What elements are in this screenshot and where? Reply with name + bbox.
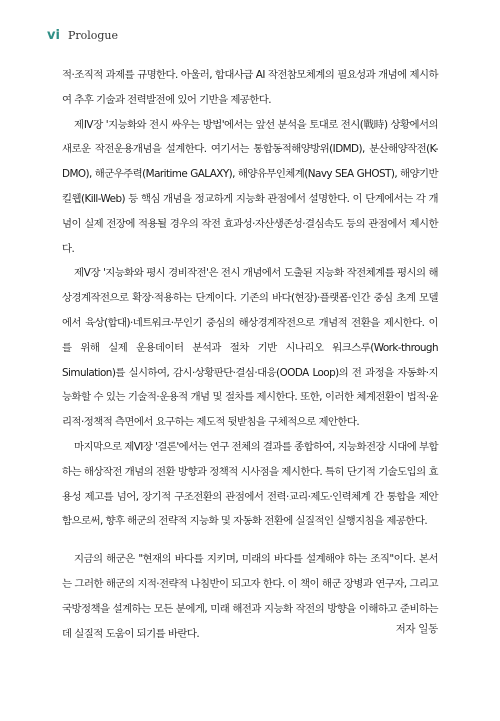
paragraph-chapter-4: 제Ⅳ장 '지능화와 전시 싸우는 방법'에서는 앞선 분석을 토대로 전시(戰時) 상황에서의 새로운 작전운용개념을 설계한다. 여기서는 통합동적해양방위(IDMD), 분산해양작전(K-DMO), 해군우주력(Maritime GALAXY), 해양유무인체계(Navy SEA GHOST), 해양기반 킬웹(Kill-Web) 등 핵심 개념을 정교하게 지능화 관점에서 설명한다. 이 단계에서는 각 개념이 실제 전장에 적용될 경우의 작전 효과성·자산생존성·결심속도 등의 관점에서 제시한다. — [62, 118, 438, 255]
author-signature: 저자 일동 — [395, 623, 438, 635]
running-title: Prologue — [67, 29, 118, 42]
paragraph-chapter-5: 제Ⅴ장 '지능화와 평시 경비작전'은 전시 개념에서 도출된 지능화 작전체계를 평시의 해상경계작전으로 확장·적용하는 단계이다. 기존의 바다(현장)·플랫폼·인간 중심 초계 모델에서 육상(합대)·네트워크·무인기 중심의 해상경계작전으로 개념적 전환을 제시한다. 이를 위해 실제 운용데이터 분석과 절차 기반 시나리오 워크스루(Work-through Simulation)를 실시하여, 감시·상황판단·결심·대응(OODA Loop)의 전 과정을 자동화·지능화할 수 있는 기술적·운용적 개념 및 절차를 제시한다. 또한, 이러한 체계전환이 법적·윤리적·정책적 측면에서 요구하는 제도적 뒷받침을 구체적으로 제안한다. — [62, 267, 438, 429]
page-header — [47, 28, 118, 43]
page-number: vi — [47, 28, 60, 43]
paragraph-chapter-6: 마지막으로 제Ⅵ장 '결론'에서는 연구 전체의 결과를 종합하여, 지능화전장 시대에 부합하는 해상작전 개념의 전환 방향과 정책적 시사점을 제시한다. 특히 단기적 기술도입의 효용성 제고를 넘어, 장기적 구조전환의 관점에서 전력·교리·제도·인력체계 간 통합을 제안함으로써, 향후 해군의 전략적 지능화 및 자동화 전환에 실질적인 실행지침을 제공한다. — [62, 440, 438, 528]
body-text — [62, 63, 438, 646]
paragraph-closing: 지금의 해군은 "현재의 바다를 지키며, 미래의 바다를 설계해야 하는 조직"이다. 본서는 그러한 해군의 지적·전략적 나침반이 되고자 한다. 이 책이 해군 장병과 연구자, 그리고 국방정책을 설계하는 모든 분에게, 미래 해전과 지능화 작전의 방향을 이해하고 준비하는 데 실질적 도움이 되기를 바란다. — [62, 553, 438, 640]
paragraph-continuation: 적·조직적 과제를 규명한다. 아울러, 합대사급 AI 작전참모체계의 필요성과 개념에 제시하여 추후 기술과 전력발전에 있어 기반을 제공한다. — [62, 69, 438, 106]
